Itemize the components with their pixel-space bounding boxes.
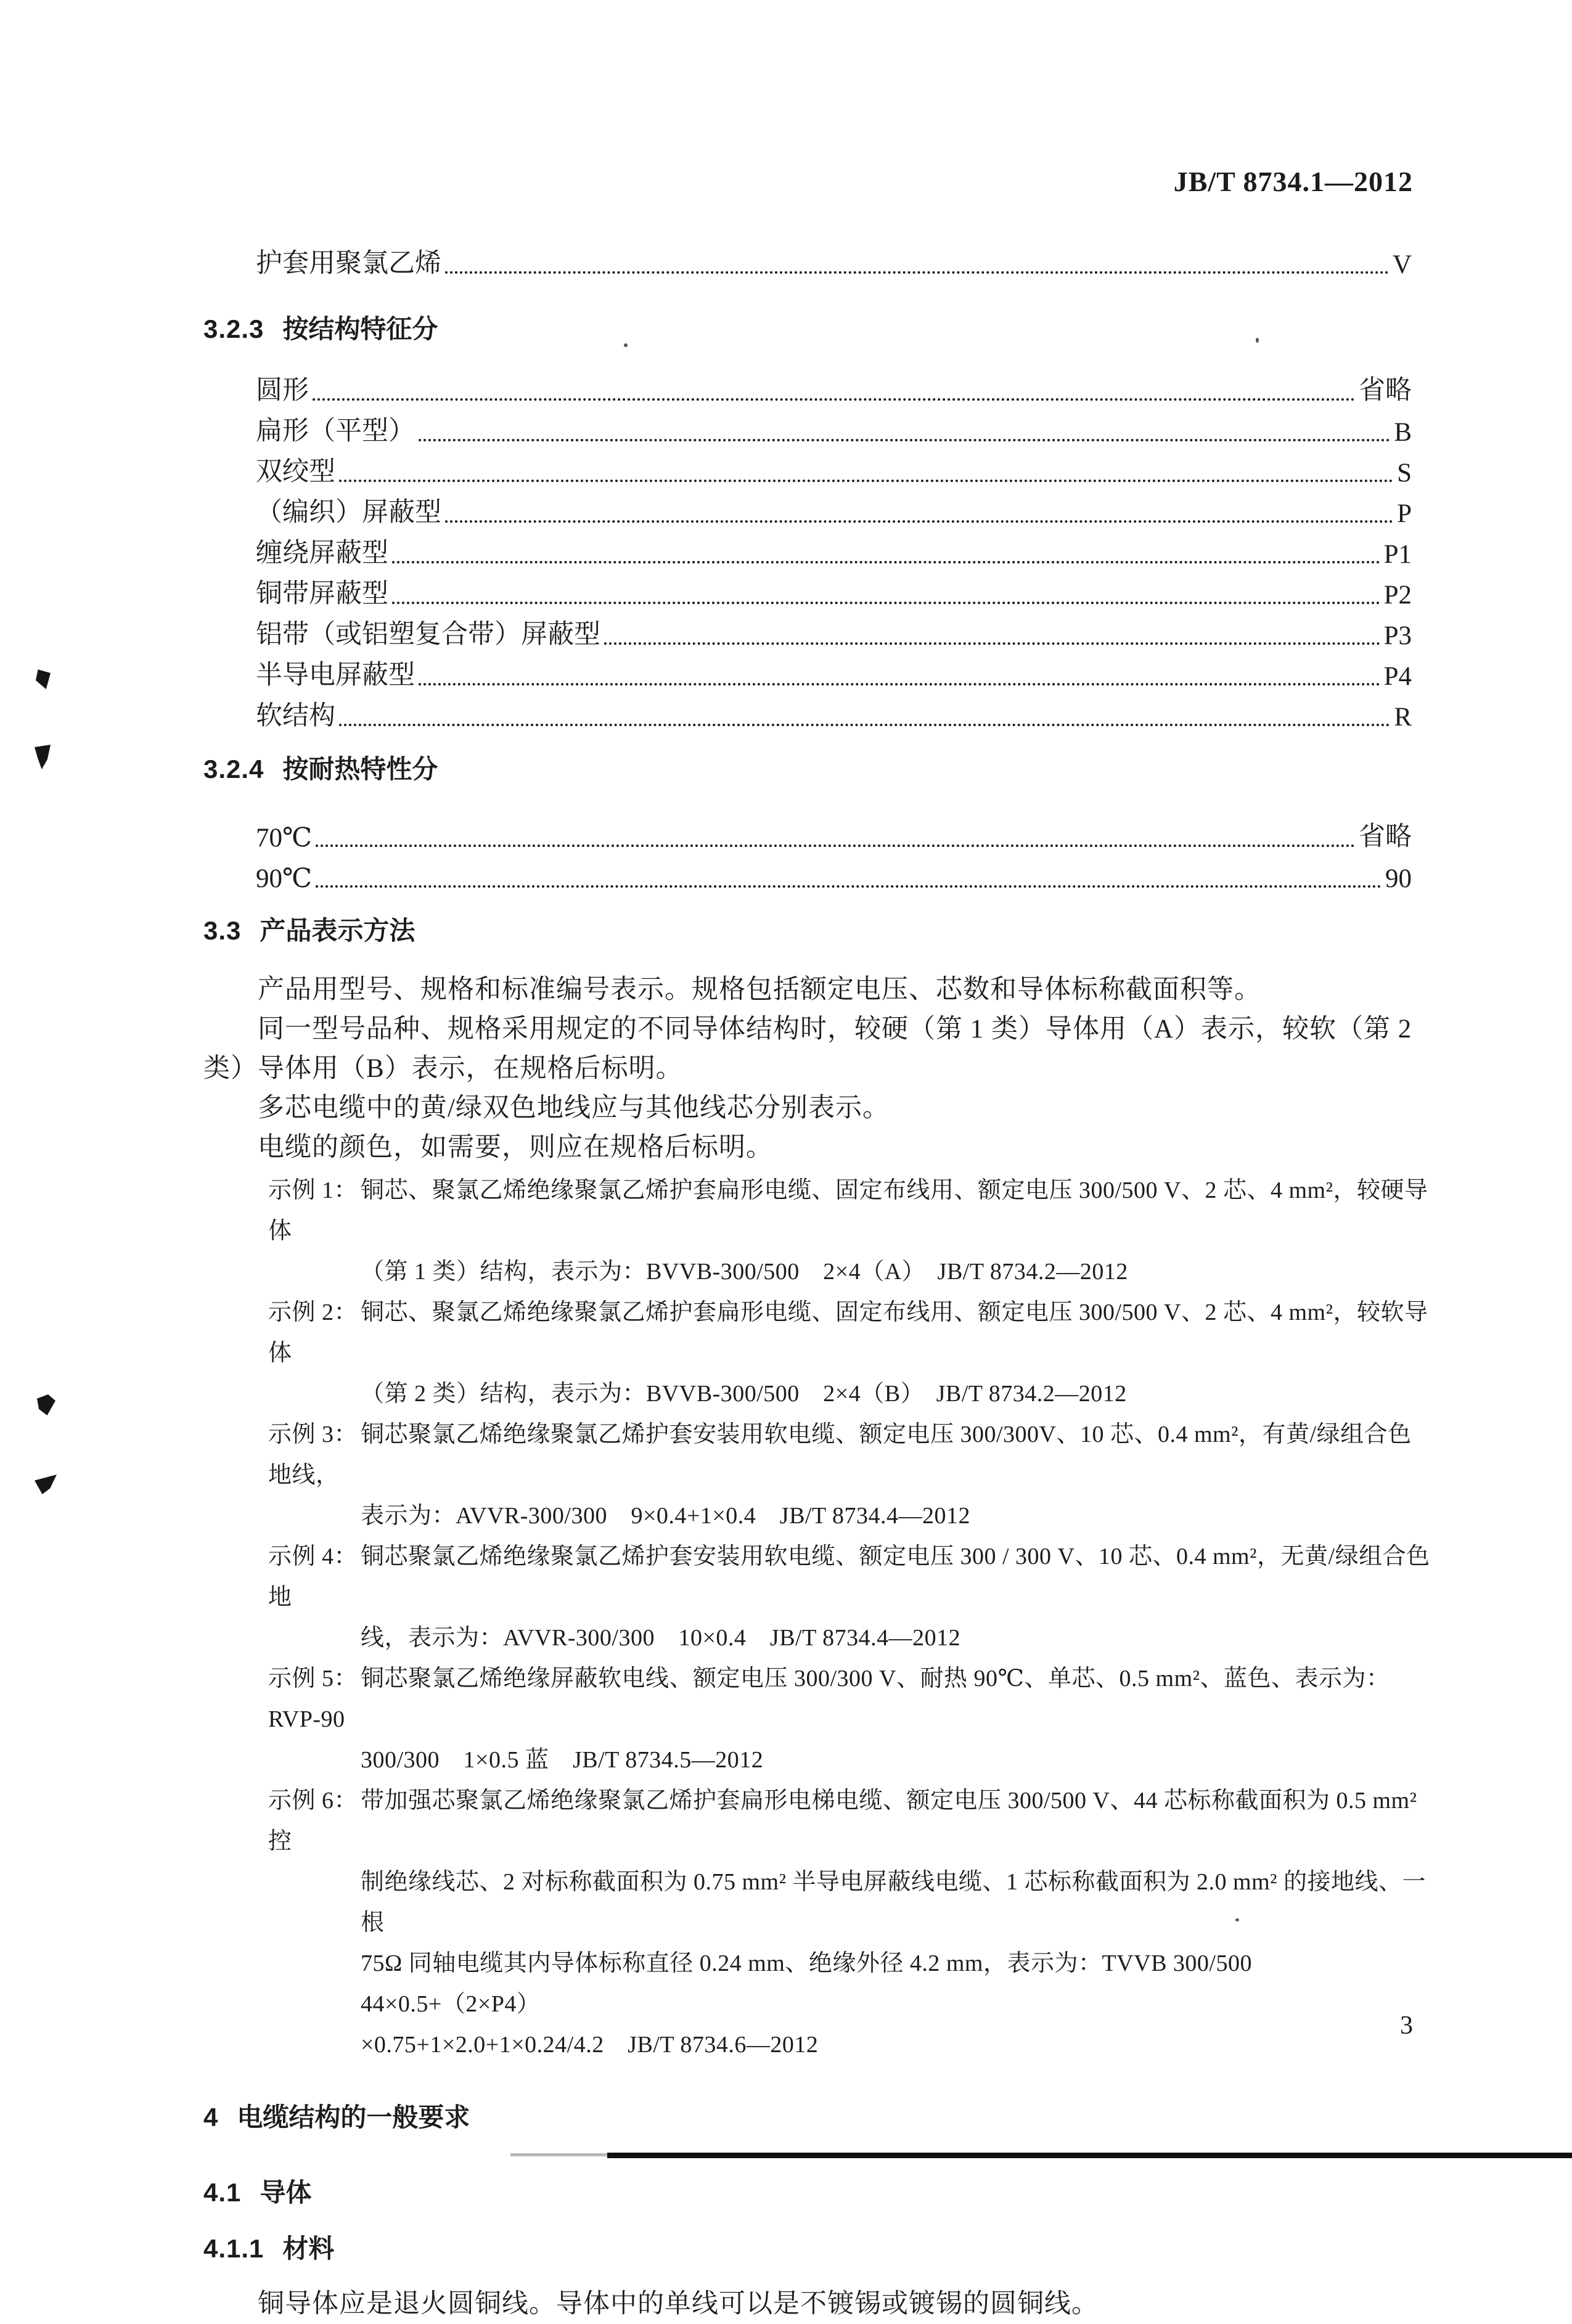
leader-label: 圆形 bbox=[256, 376, 309, 405]
example-1-line-2: （第 1 类）结构，表示为：BVVB-300/500 2×4（A） JB/T 8734.2—2012 bbox=[361, 1259, 1128, 1285]
leader-item-aluminium-tape-screen bbox=[0, 610, 1572, 651]
paragraph-line: 类）导体用（B）表示，在规格后标明。 bbox=[203, 1054, 683, 1083]
leader-item-70c bbox=[0, 812, 1572, 853]
leader-dots bbox=[419, 439, 1390, 441]
leader-label: 扁形（平型） bbox=[256, 417, 415, 446]
leader-label: 70℃ bbox=[256, 824, 313, 853]
section-number: 4.1 bbox=[203, 2178, 242, 2207]
leader-item-round bbox=[0, 366, 1572, 407]
section-heading-3-2-3 bbox=[0, 311, 1572, 348]
leader-label: 软结构 bbox=[256, 702, 335, 730]
leader-dots bbox=[445, 271, 1389, 274]
example-5-line-1 bbox=[0, 1658, 1572, 1740]
section-number: 3.2.3 bbox=[203, 314, 264, 343]
leader-value: R bbox=[1394, 703, 1412, 732]
example-label: 示例 2： bbox=[268, 1299, 358, 1325]
leader-dots bbox=[339, 480, 1393, 482]
section-title: 导体 bbox=[260, 2178, 312, 2207]
paragraph-line: 产品用型号、规格和标准编号表示。规格包括额定电压、芯数和导体标称截面积等。 bbox=[258, 975, 1261, 1004]
leader-label: 90℃ bbox=[256, 864, 313, 893]
leader-dots bbox=[392, 602, 1380, 604]
section-title: 按耐热特性分 bbox=[282, 755, 438, 784]
leader-item-90c bbox=[0, 853, 1572, 894]
example-3-line-1 bbox=[0, 1414, 1572, 1495]
leader-value: P3 bbox=[1383, 621, 1412, 650]
leader-value: 省略 bbox=[1359, 822, 1412, 851]
leader-dots bbox=[316, 845, 1355, 847]
scan-speck bbox=[624, 343, 628, 347]
leader-label: （编织）屏蔽型 bbox=[256, 498, 441, 527]
section-number: 3.3 bbox=[203, 916, 242, 945]
leader-item-copper-tape-screen bbox=[0, 570, 1572, 610]
leader-item-wrapped-screen bbox=[0, 529, 1572, 570]
section-number: 3.2.4 bbox=[203, 755, 264, 784]
leader-dots bbox=[339, 724, 1390, 726]
scan-edge-line bbox=[607, 2153, 1572, 2158]
leader-value: P4 bbox=[1383, 662, 1412, 691]
section-heading-4-1-1 bbox=[0, 2230, 1572, 2267]
leader-item-sheath-pvc bbox=[0, 239, 1572, 280]
leader-dots bbox=[313, 398, 1355, 401]
leader-item-flat bbox=[0, 407, 1572, 448]
section-number: 4 bbox=[203, 2103, 219, 2132]
section-heading-4-1 bbox=[0, 2174, 1572, 2211]
example-label: 示例 1： bbox=[268, 1177, 358, 1203]
leader-label: 缠绕屏蔽型 bbox=[256, 539, 388, 568]
example-3-line-2: 表示为：AVVR-300/300 9×0.4+1×0.4 JB/T 8734.4—2012 bbox=[361, 1503, 970, 1529]
example-label: 示例 6： bbox=[268, 1788, 358, 1814]
leader-item-twisted bbox=[0, 448, 1572, 488]
example-1-line-1 bbox=[0, 1170, 1572, 1251]
example-text: 铜芯聚氯乙烯绝缘聚氯乙烯护套安装用软电缆、额定电压 300 / 300 V、10 芯、0.4 mm²，无黄/绿组合色地 bbox=[268, 1544, 1430, 1610]
leader-label: 铝带（或铝塑复合带）屏蔽型 bbox=[256, 620, 600, 649]
page-number: 3 bbox=[1400, 2011, 1413, 2040]
leader-value: V bbox=[1392, 250, 1412, 279]
leader-dots bbox=[392, 561, 1380, 563]
section-title: 电缆结构的一般要求 bbox=[237, 2103, 470, 2132]
example-label: 示例 5： bbox=[268, 1666, 358, 1692]
section-title: 材料 bbox=[282, 2234, 335, 2263]
example-6-line-2: 制绝缘线芯、2 对标称截面积为 0.75 mm² 半导电屏蔽线电缆、1 芯标称截面积为 2.0 mm² 的接地线、一根 bbox=[361, 1869, 1427, 1936]
leader-dots bbox=[445, 520, 1393, 523]
page-content bbox=[0, 239, 1572, 2324]
leader-label: 护套用聚氯乙烯 bbox=[256, 249, 441, 278]
scan-speck bbox=[1256, 338, 1259, 343]
example-2-line-2: （第 2 类）结构，表示为：BVVB-300/500 2×4（B） JB/T 8734.2—2012 bbox=[361, 1381, 1127, 1407]
leader-value: P2 bbox=[1383, 581, 1412, 610]
leader-dots bbox=[316, 885, 1382, 888]
example-text: 铜芯聚氯乙烯绝缘聚氯乙烯护套安装用软电缆、额定电压 300/300V、10 芯、0.4 mm²，有黄/绿组合色地线， bbox=[268, 1422, 1412, 1488]
example-6-line-4: ×0.75+1×2.0+1×0.24/4.2 JB/T 8734.6—2012 bbox=[361, 2032, 819, 2058]
example-text: 带加强芯聚氯乙烯绝缘聚氯乙烯护套扁形电梯电缆、额定电压 300/500 V、44 芯标称截面积为 0.5 mm² 控 bbox=[268, 1788, 1417, 1854]
example-5-line-2: 300/300 1×0.5 蓝 JB/T 8734.5—2012 bbox=[361, 1747, 764, 1773]
example-6-line-1 bbox=[0, 1780, 1572, 1862]
example-text: 铜芯、聚氯乙烯绝缘聚氯乙烯护套扁形电缆、固定布线用、额定电压 300/500 V、2 芯、4 mm²，较软导体 bbox=[268, 1299, 1428, 1366]
paragraph-line: 多芯电缆中的黄/绿双色地线应与其他线芯分别表示。 bbox=[258, 1094, 890, 1123]
leader-dots bbox=[419, 683, 1380, 685]
leader-value: 省略 bbox=[1359, 376, 1412, 405]
example-text: 铜芯、聚氯乙烯绝缘聚氯乙烯护套扁形电缆、固定布线用、额定电压 300/500 V、2 芯、4 mm²，较硬导体 bbox=[268, 1177, 1428, 1244]
example-6-line-3: 75Ω 同轴电缆其内导体标称直径 0.24 mm、绝缘外径 4.2 mm，表示为：TVVB 300/500 44×0.5+（2×P4） bbox=[361, 1950, 1276, 2017]
leader-value: S bbox=[1397, 459, 1412, 488]
example-2-line-1 bbox=[0, 1292, 1572, 1373]
paragraph-line: 同一型号品种、规格采用规定的不同导体结构时，较硬（第 1 类）导体用（A）表示，较软（第 2 bbox=[258, 1015, 1412, 1044]
leader-label: 铜带屏蔽型 bbox=[256, 579, 388, 608]
example-4-line-2: 线，表示为：AVVR-300/300 10×0.4 JB/T 8734.4—2012 bbox=[361, 1625, 961, 1651]
section-number: 4.1.1 bbox=[203, 2234, 264, 2263]
standard-code-header: JB/T 8734.1—2012 bbox=[1173, 166, 1413, 197]
leader-value: B bbox=[1394, 418, 1412, 447]
leader-item-flexible-structure bbox=[0, 692, 1572, 732]
section-heading-3-3 bbox=[0, 912, 1572, 949]
example-text: 铜芯聚氯乙烯绝缘屏蔽软电线、额定电压 300/300 V、耐热 90℃、单芯、0.5 mm²、蓝色、表示为：RVP-90 bbox=[268, 1666, 1390, 1732]
section-title: 按结构特征分 bbox=[282, 314, 438, 343]
example-label: 示例 3： bbox=[268, 1422, 358, 1447]
leader-label: 半导电屏蔽型 bbox=[256, 661, 415, 690]
paragraph-line: 铜导体应是退火圆铜线。导体中的单线可以是不镀锡或镀锡的圆铜线。 bbox=[258, 2289, 1099, 2318]
leader-item-braided-screen bbox=[0, 488, 1572, 529]
paragraph-line: 电缆的颜色，如需要，则应在规格后标明。 bbox=[258, 1133, 773, 1162]
leader-value: P bbox=[1397, 499, 1412, 528]
chapter-heading-4 bbox=[0, 2099, 1572, 2136]
section-title: 产品表示方法 bbox=[260, 916, 416, 945]
example-4-line-1 bbox=[0, 1536, 1572, 1618]
leader-label: 双绞型 bbox=[256, 457, 335, 486]
leader-dots bbox=[604, 642, 1380, 645]
leader-item-semiconductive-screen bbox=[0, 651, 1572, 692]
section-heading-3-2-4 bbox=[0, 751, 1572, 788]
leader-value: 90 bbox=[1385, 864, 1412, 893]
example-label: 示例 4： bbox=[268, 1544, 358, 1569]
leader-value: P1 bbox=[1383, 540, 1412, 569]
scan-speck bbox=[1235, 1918, 1239, 1921]
